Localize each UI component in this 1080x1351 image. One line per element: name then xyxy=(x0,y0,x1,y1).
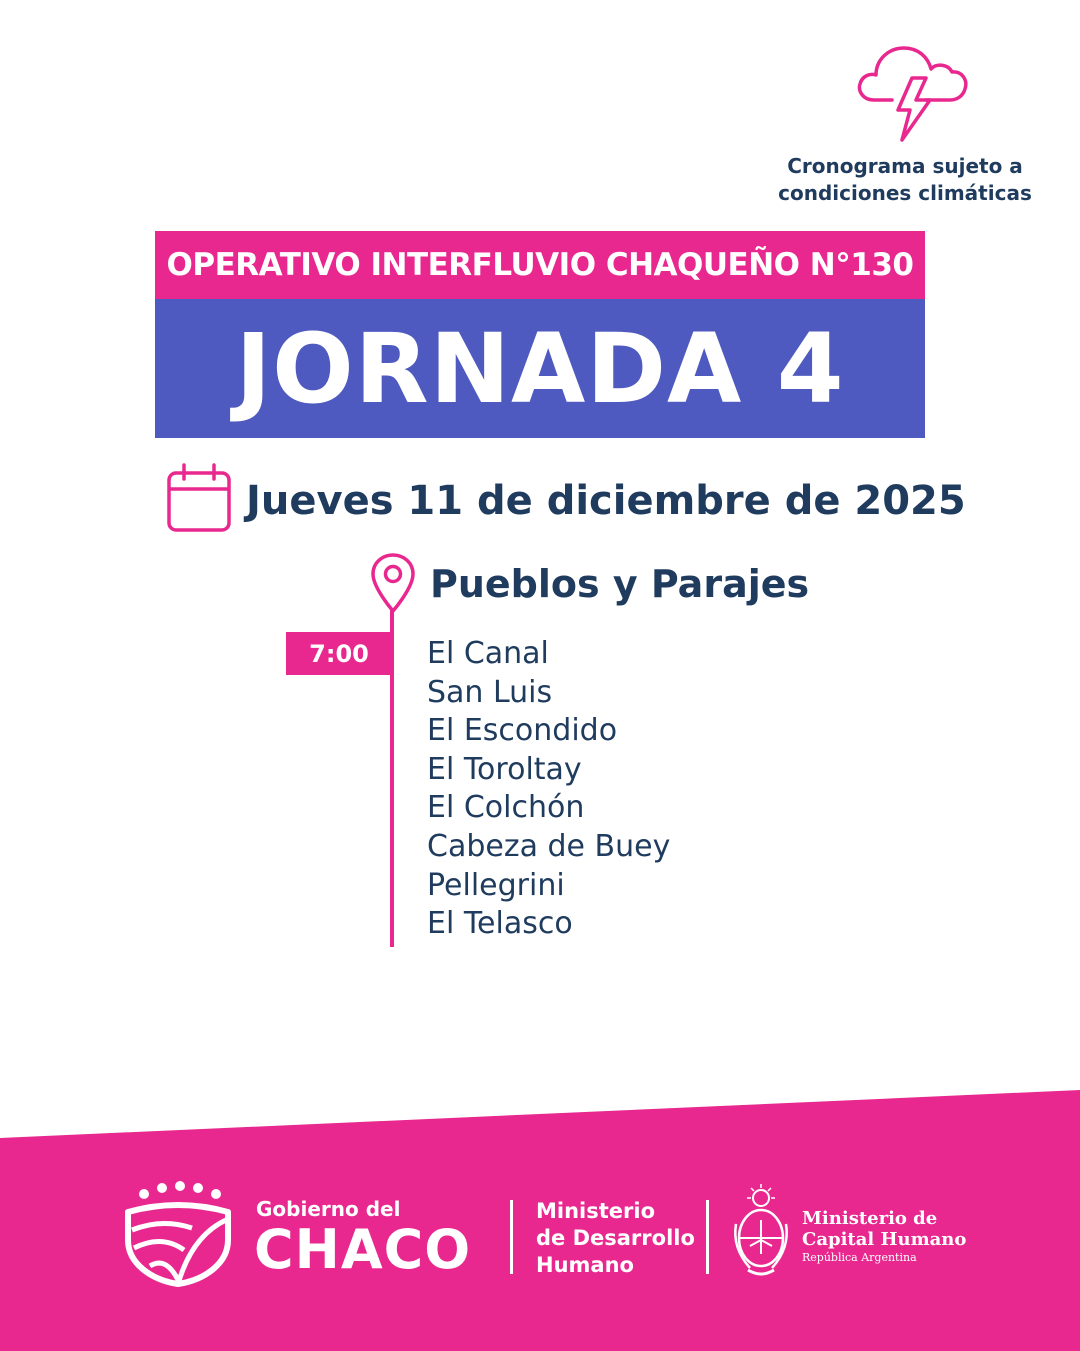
list-item: El Telasco xyxy=(427,906,573,942)
list-item: El Canal xyxy=(427,636,549,671)
event-date: Jueves 11 de diciembre de 2025 xyxy=(246,478,966,524)
list-item: El Colchón xyxy=(427,790,585,826)
list-item: El Toroltay xyxy=(427,751,582,787)
time-badge: 7:00 xyxy=(286,632,392,675)
weather-disclaimer-line2: condiciones climáticas xyxy=(778,181,1032,205)
operativo-title: OPERATIVO INTERFLUVIO CHAQUEÑO N°130 xyxy=(166,247,914,283)
list-item: San Luis xyxy=(427,674,553,710)
ministerio-desarrollo-line2: de Desarrollo xyxy=(536,1226,695,1250)
list-item: El Escondido xyxy=(427,713,618,749)
ministerio-capital-line1: Ministerio de xyxy=(802,1208,938,1229)
ministerio-desarrollo-line1: Ministerio xyxy=(536,1199,656,1223)
chaco-label: CHACO xyxy=(254,1218,472,1281)
chaco-logo-icon xyxy=(122,1180,234,1288)
footer-divider xyxy=(706,1200,709,1274)
places-title: Pueblos y Parajes xyxy=(430,562,810,606)
coat-of-arms-icon xyxy=(730,1184,792,1280)
gobierno-label: Gobierno del xyxy=(256,1197,401,1221)
list-item: Cabeza de Buey xyxy=(427,828,671,864)
ministerio-capital-label xyxy=(802,1208,966,1265)
ministerio-desarrollo-line3: Humano xyxy=(536,1253,634,1277)
ministerio-desarrollo-label xyxy=(536,1198,695,1279)
ministerio-capital-line2: Capital Humano xyxy=(802,1229,967,1250)
weather-disclaimer-line1: Cronograma sujeto a xyxy=(787,154,1023,178)
jornada-title: JORNADA 4 xyxy=(235,312,845,425)
list-item: Pellegrini xyxy=(427,867,565,903)
ministerio-capital-line3: República Argentina xyxy=(802,1251,917,1264)
footer-divider xyxy=(510,1200,513,1274)
